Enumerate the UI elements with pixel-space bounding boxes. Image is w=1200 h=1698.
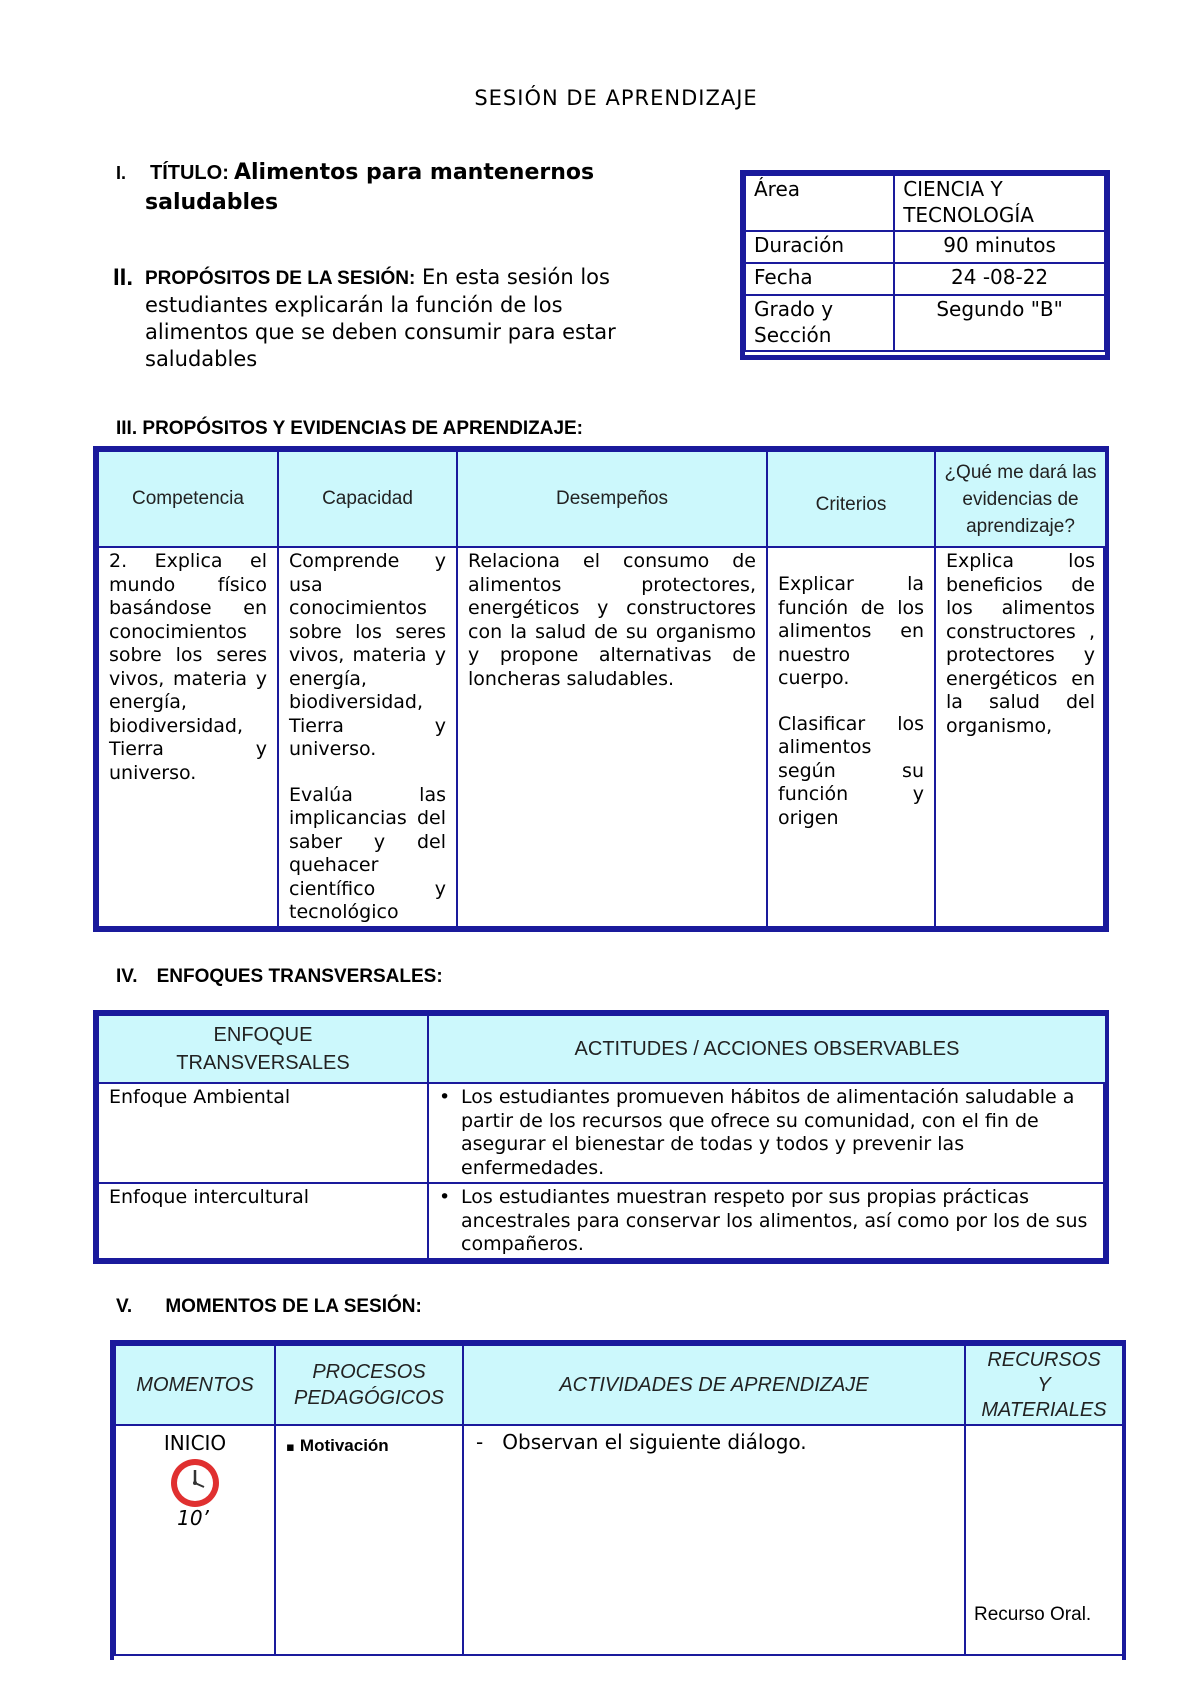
section-1-number: I. (116, 163, 127, 183)
bullet: • (439, 1186, 451, 1208)
info-table (744, 174, 1106, 352)
bullet: • (439, 1086, 451, 1108)
capacity-cell: Comprende y usa conocimientos sobre los seres vivos, materia y energía, biodiversidad, Tierra y universo. Evalúa las implicancias del saber y del quehacer científico y tecnológico (278, 547, 457, 929)
resource-cell: Recurso Oral. (965, 1425, 1123, 1655)
info-value: 90 minutos (894, 231, 1105, 263)
purpose-line: estudiantes explicarán la función de los (145, 293, 563, 317)
info-key: Fecha (745, 263, 894, 295)
process-label: Motivación (299, 1436, 389, 1455)
col-header: ACTIVIDADES DE APRENDIZAJE (463, 1345, 965, 1425)
competency-table (97, 450, 1107, 930)
info-value: Segundo "B" (894, 295, 1105, 351)
evidence-cell: Explica los beneficios de los alimentos constructores , protectores y energéticos en la salud del organismo, (935, 547, 1106, 929)
process-cell (275, 1425, 463, 1655)
purpose-line: alimentos que se deben consumir para estar (145, 320, 616, 344)
competency-cell: 2. Explica el mundo físico basándose en conocimientos sobre los seres vivos, materia y energía, biodiversidad, Tierra y universo. (98, 547, 278, 929)
moments-table (114, 1344, 1124, 1656)
info-value: 24 -08-22 (894, 263, 1105, 295)
activity-text: - Observan el siguiente diálogo. (476, 1430, 807, 1454)
session-title-line2: saludables (145, 190, 279, 215)
approach-name: Enfoque intercultural (98, 1183, 428, 1261)
info-key: Grado y Sección (745, 295, 894, 351)
section-1-label: TÍTULO: (150, 162, 229, 184)
approach-name: Enfoque Ambiental (98, 1083, 428, 1183)
section-5-heading (116, 1296, 422, 1318)
moment-cell (115, 1425, 275, 1655)
col-header: Competencia (98, 451, 278, 547)
section-3-heading: III. PROPÓSITOS Y EVIDENCIAS DE APRENDIZAJE: (116, 418, 584, 439)
col-header: Capacidad (278, 451, 457, 547)
section-5-label: MOMENTOS DE LA SESIÓN: (165, 1296, 422, 1317)
section-1-title (150, 160, 710, 185)
purpose-line: saludables (145, 347, 258, 371)
section-5-number: V. (116, 1296, 133, 1317)
col-header: MOMENTOS (115, 1345, 275, 1425)
info-value: CIENCIA Y TECNOLOGÍA (894, 175, 1105, 231)
col-header: RECURSOS Y MATERIALES (965, 1345, 1123, 1425)
col-header: ENFOQUE TRANSVERSALES (98, 1015, 428, 1083)
approach-table (97, 1014, 1107, 1262)
approach-action: • Los estudiantes muestran respeto por sus propias prácticas ancestrales para conservar los alimentos, así como por los de sus compañeros. (428, 1183, 1106, 1261)
info-key: Duración (745, 231, 894, 263)
section-4-number: IV. (116, 966, 138, 987)
section-2-text (145, 264, 705, 373)
section-1 (116, 163, 126, 184)
section-4-heading (116, 966, 443, 988)
document-title: SESIÓN DE APRENDIZAJE (474, 86, 758, 110)
info-key: Área (745, 175, 894, 231)
section-2-number: II. (113, 264, 134, 291)
criteria-cell: Explicar la función de los alimentos en nuestro cuerpo. Clasificar los alimentos según su función y origen (767, 547, 935, 929)
activity-cell (463, 1425, 965, 1655)
section-4-label: ENFOQUES TRANSVERSALES: (156, 966, 443, 987)
bullet: ▪ (286, 1440, 295, 1455)
approach-action: • Los estudiantes promueven hábitos de alimentación saludable a partir de los recursos que ofrece su comunidad, con el fin de asegurar el bienestar de todas y todos y prevenir las enfermedades. (428, 1083, 1106, 1183)
performance-cell: Relaciona el consumo de alimentos protectores, energéticos y constructores con la salud de su organismo y propone alternativas de loncheras saludables. (457, 547, 767, 929)
section-2-label: PROPÓSITOS DE LA SESIÓN: (145, 268, 416, 289)
session-title: Alimentos para mantenernos (233, 160, 595, 185)
col-header: PROCESOS PEDAGÓGICOS (275, 1345, 463, 1425)
moment-label: INICIO (163, 1431, 227, 1455)
col-header: ¿Qué me dará las evidencias de aprendizaje? (935, 451, 1106, 547)
col-header: ACTITUDES / ACCIONES OBSERVABLES (428, 1015, 1106, 1083)
purpose-line: En esta sesión los (421, 265, 610, 289)
col-header: Desempeños (457, 451, 767, 547)
moment-time: 10’ (177, 1506, 209, 1530)
col-header: Criterios (767, 451, 935, 547)
